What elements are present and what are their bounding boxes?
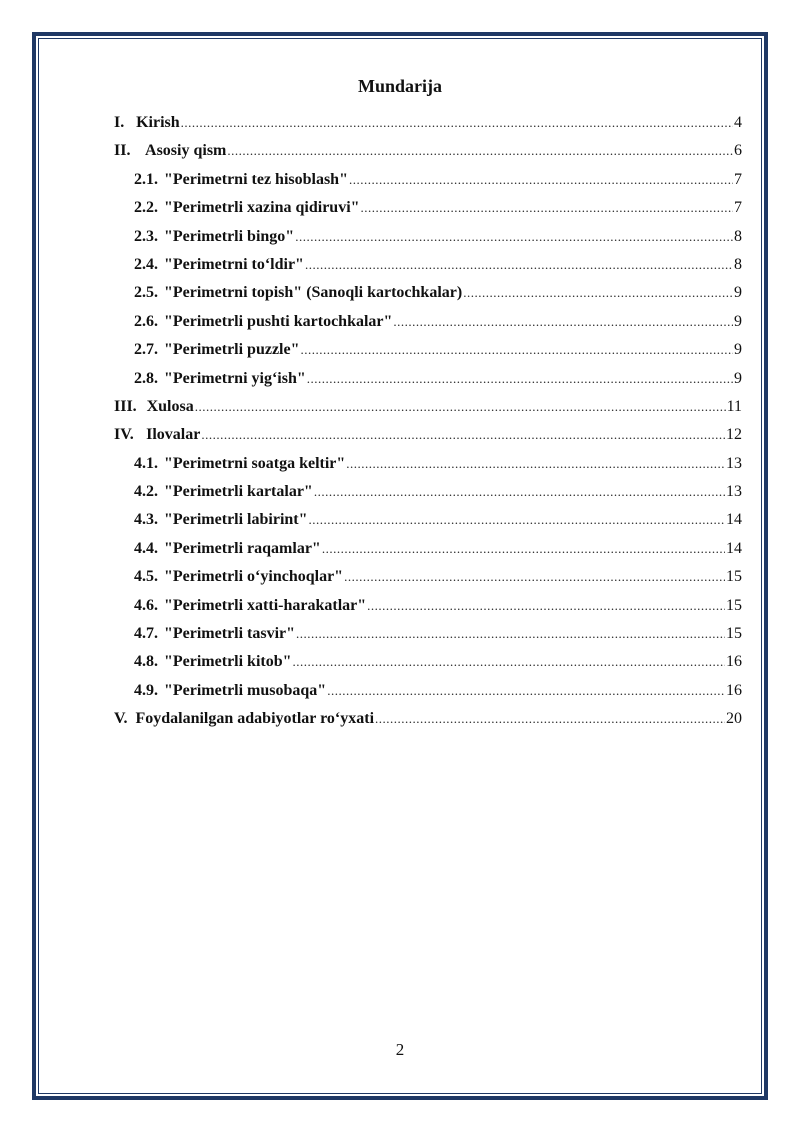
toc-dot-leader <box>463 285 733 301</box>
toc-entry-title: "Perimetrni to‘ldir" <box>164 255 304 273</box>
toc-entry-page: 12 <box>726 426 742 444</box>
toc-entry-title: "Perimetrli tasvir" <box>164 625 296 643</box>
toc-entry-title: Kirish <box>136 114 180 131</box>
toc-entry-number: IV. <box>114 426 134 444</box>
toc-section-entry[interactable] <box>114 398 742 426</box>
toc-entry-page: 15 <box>726 596 742 614</box>
toc-entry-number: 4.8. <box>134 653 158 671</box>
toc-entry-number: 4.5. <box>134 568 158 586</box>
toc-entry-page: 7 <box>734 170 742 188</box>
toc-entry-title: "Perimetrli pushti kartochkalar" <box>164 312 393 330</box>
toc-entry-page: 9 <box>734 312 742 330</box>
toc-entry-number: 2.7. <box>134 341 158 359</box>
toc-entry-title: "Perimetrni topish" (Sanoqli kartochkalar) <box>164 284 463 302</box>
toc-subsection-entry[interactable] <box>114 540 742 568</box>
toc-entry-title: "Perimetrli kitob" <box>164 653 292 671</box>
toc-entry-title: Asosiy qism <box>145 142 227 160</box>
toc-entry-number: I. <box>114 114 125 131</box>
toc-subsection-entry[interactable] <box>114 511 742 539</box>
toc-entry-number: 2.8. <box>134 369 158 387</box>
toc-entry-title: "Perimetrli xazina qidiruvi" <box>164 199 360 217</box>
toc-subsection-entry[interactable] <box>114 228 742 256</box>
toc-entry-number: 2.4. <box>134 255 158 273</box>
toc-entry-page: 15 <box>726 625 742 643</box>
toc-dot-leader <box>307 371 733 387</box>
toc-entry-title: "Perimetrli xatti-harakatlar" <box>164 596 367 614</box>
toc-subsection-entry[interactable] <box>114 597 742 625</box>
toc-subsection-entry[interactable] <box>114 682 742 710</box>
toc-dot-leader <box>181 115 733 131</box>
table-of-contents <box>114 114 742 739</box>
toc-entry-number: V. <box>114 710 128 728</box>
page-title: Mundarija <box>357 76 442 96</box>
toc-entry-page: 20 <box>726 710 742 728</box>
toc-entry-number: 2.1. <box>134 170 158 188</box>
toc-dot-leader <box>393 314 733 330</box>
toc-subsection-entry[interactable] <box>114 455 742 483</box>
toc-dot-leader <box>227 143 733 159</box>
toc-entry-title: Ilovalar <box>146 426 201 444</box>
toc-dot-leader <box>344 569 725 585</box>
page-number: 2 <box>395 1040 405 1059</box>
toc-entry-page: 9 <box>734 284 742 302</box>
toc-entry-page: 8 <box>734 227 742 245</box>
toc-entry-number: 4.3. <box>134 511 158 529</box>
toc-subsection-entry[interactable] <box>114 171 742 199</box>
toc-entry-title: "Perimetrli o‘yinchoqlar" <box>164 568 344 586</box>
toc-subsection-entry[interactable] <box>114 370 742 398</box>
toc-entry-title: "Perimetrli kartalar" <box>164 483 313 501</box>
toc-entry-page: 8 <box>734 255 742 273</box>
toc-entry-page: 7 <box>734 199 742 217</box>
toc-entry-page: 13 <box>726 454 742 472</box>
toc-entry-page: 6 <box>734 142 742 160</box>
toc-entry-page: 15 <box>726 568 742 586</box>
toc-dot-leader <box>349 172 733 188</box>
toc-entry-title: "Perimetrli labirint" <box>164 511 308 529</box>
toc-entry-page: 13 <box>726 483 742 501</box>
toc-entry-page: 9 <box>734 369 742 387</box>
toc-dot-leader <box>293 654 725 670</box>
toc-subsection-entry[interactable] <box>114 625 742 653</box>
toc-entry-page: 11 <box>726 397 742 415</box>
toc-entry-page: 16 <box>726 681 742 699</box>
toc-dot-leader <box>296 626 725 642</box>
toc-entry-title: "Perimetrli bingo" <box>164 227 295 245</box>
toc-entry-number: 2.3. <box>134 227 158 245</box>
toc-entry-title: Foydalanilgan adabiyotlar ro‘yxati <box>135 710 375 728</box>
toc-entry-page: 14 <box>726 511 742 529</box>
toc-entry-title: "Perimetrli musobaqa" <box>164 681 327 699</box>
toc-entry-title: "Perimetrni tez hisoblash" <box>164 170 348 188</box>
toc-entry-title: Xulosa <box>146 397 194 415</box>
toc-subsection-entry[interactable] <box>114 313 742 341</box>
toc-subsection-entry[interactable] <box>114 341 742 369</box>
toc-entry-page: 9 <box>734 341 742 359</box>
toc-entry-number: 2.6. <box>134 312 158 330</box>
toc-dot-leader <box>295 229 733 245</box>
toc-dot-leader <box>300 342 733 358</box>
toc-dot-leader <box>327 683 725 699</box>
toc-entry-title: "Perimetrni yig‘ish" <box>164 369 306 387</box>
toc-subsection-entry[interactable] <box>114 256 742 284</box>
toc-dot-leader <box>375 711 725 727</box>
toc-entry-number: III. <box>114 397 137 415</box>
toc-entry-number: 4.1. <box>134 454 158 472</box>
toc-subsection-entry[interactable] <box>114 568 742 596</box>
toc-subsection-entry[interactable] <box>114 483 742 511</box>
toc-section-entry[interactable] <box>114 426 742 454</box>
toc-subsection-entry[interactable] <box>114 199 742 227</box>
toc-entry-title: "Perimetrni soatga keltir" <box>164 454 346 472</box>
toc-dot-leader <box>346 456 725 472</box>
toc-dot-leader <box>367 598 725 614</box>
toc-entry-number: 4.9. <box>134 681 158 699</box>
toc-entry-number: 2.2. <box>134 199 158 217</box>
toc-entry-title: "Perimetrli puzzle" <box>164 341 300 359</box>
toc-dot-leader <box>195 399 726 415</box>
toc-dot-leader <box>305 257 733 273</box>
toc-section-entry[interactable] <box>114 710 742 738</box>
toc-entry-title: "Perimetrli raqamlar" <box>164 539 321 557</box>
toc-entry-page: 16 <box>726 653 742 671</box>
toc-entry-number: II. <box>114 142 131 160</box>
toc-section-entry[interactable] <box>114 142 742 170</box>
toc-entry-page: 4 <box>734 114 742 131</box>
toc-dot-leader <box>322 541 725 557</box>
toc-entry-number: 2.5. <box>134 284 158 302</box>
toc-section-entry[interactable] <box>114 114 742 142</box>
toc-entry-number: 4.7. <box>134 625 158 643</box>
toc-subsection-entry[interactable] <box>114 284 742 312</box>
toc-dot-leader <box>361 200 733 216</box>
toc-dot-leader <box>309 512 726 528</box>
toc-dot-leader <box>201 427 725 443</box>
toc-dot-leader <box>314 484 725 500</box>
toc-entry-page: 14 <box>726 539 742 557</box>
toc-subsection-entry[interactable] <box>114 653 742 681</box>
toc-entry-number: 4.2. <box>134 483 158 501</box>
toc-entry-number: 4.6. <box>134 596 158 614</box>
toc-entry-number: 4.4. <box>134 539 158 557</box>
